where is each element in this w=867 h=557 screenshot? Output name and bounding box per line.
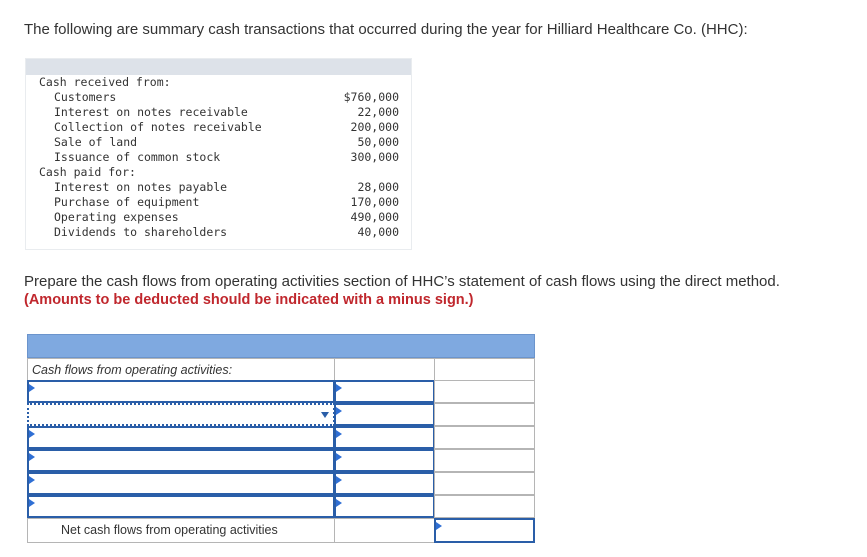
amount-input[interactable] <box>334 380 435 403</box>
paid-heading: Cash paid for: <box>39 165 136 179</box>
amount-input[interactable] <box>334 403 435 426</box>
transaction-label: Sale of land <box>54 135 138 149</box>
input-marker-icon <box>336 430 342 438</box>
total-cell <box>434 380 535 403</box>
input-marker-icon <box>29 453 35 461</box>
problem-intro: The following are summary cash transactions that occurred during the year for Hilliard Healthcare Co. (HHC): <box>24 21 748 38</box>
instruction-text: Prepare the cash flows from operating activities section of HHC’s statement of cash flows using the direct method. <box>24 273 780 290</box>
received-heading: Cash received from: <box>39 75 171 89</box>
instruction-note: (Amounts to be deducted should be indicated with a minus sign.) <box>24 292 474 308</box>
section-label-cell <box>27 358 335 381</box>
amount-input[interactable] <box>334 426 435 449</box>
total-cell <box>434 403 535 426</box>
transaction-label: Issuance of common stock <box>54 150 221 164</box>
amount-input[interactable] <box>334 495 435 518</box>
transaction-value: 28,000 <box>357 180 399 194</box>
transaction-value: 40,000 <box>357 225 399 239</box>
transaction-label: Operating expenses <box>54 210 179 224</box>
transaction-label: Collection of notes receivable <box>54 120 262 134</box>
total-cell <box>434 449 535 472</box>
amount-input[interactable] <box>334 449 435 472</box>
input-marker-icon <box>336 453 342 461</box>
net-label-cell <box>27 518 335 543</box>
description-input[interactable] <box>27 472 335 495</box>
description-input[interactable] <box>27 495 335 518</box>
transaction-value: 200,000 <box>350 120 399 134</box>
description-input[interactable] <box>27 380 335 403</box>
section-label: Cash flows from operating activities: <box>32 363 233 377</box>
transaction-value: $760,000 <box>343 90 399 104</box>
transaction-value: 300,000 <box>350 150 399 164</box>
transaction-label: Interest on notes receivable <box>54 105 248 119</box>
amount-cell <box>334 358 435 381</box>
input-marker-icon <box>29 430 35 438</box>
worksheet-header <box>27 334 535 358</box>
net-cash-flows-label: Net cash flows from operating activities <box>61 523 278 537</box>
total-cell <box>434 472 535 495</box>
description-input[interactable] <box>27 449 335 472</box>
transaction-label: Interest on notes payable <box>54 180 228 194</box>
input-marker-icon <box>336 407 342 415</box>
transactions-table <box>25 58 412 250</box>
total-cell <box>434 358 535 381</box>
transaction-value: 22,000 <box>357 105 399 119</box>
transaction-value: 50,000 <box>357 135 399 149</box>
net-total-input[interactable] <box>434 518 535 543</box>
amount-cell <box>334 518 435 543</box>
input-marker-icon <box>29 384 35 392</box>
input-marker-icon <box>29 499 35 507</box>
cash-flow-worksheet <box>27 334 535 544</box>
input-marker-icon <box>436 522 442 530</box>
input-marker-icon <box>29 476 35 484</box>
transaction-value: 170,000 <box>350 195 399 209</box>
chevron-down-icon[interactable] <box>319 409 331 421</box>
transactions-header-bar <box>26 59 411 75</box>
total-cell <box>434 426 535 449</box>
transaction-label: Dividends to shareholders <box>54 225 228 239</box>
transaction-label: Purchase of equipment <box>54 195 200 209</box>
input-marker-icon <box>336 384 342 392</box>
description-dropdown[interactable] <box>27 403 335 426</box>
description-input[interactable] <box>27 426 335 449</box>
input-marker-icon <box>336 499 342 507</box>
transaction-label: Customers <box>54 90 117 104</box>
transaction-value: 490,000 <box>350 210 399 224</box>
amount-input[interactable] <box>334 472 435 495</box>
total-cell <box>434 495 535 518</box>
input-marker-icon <box>336 476 342 484</box>
